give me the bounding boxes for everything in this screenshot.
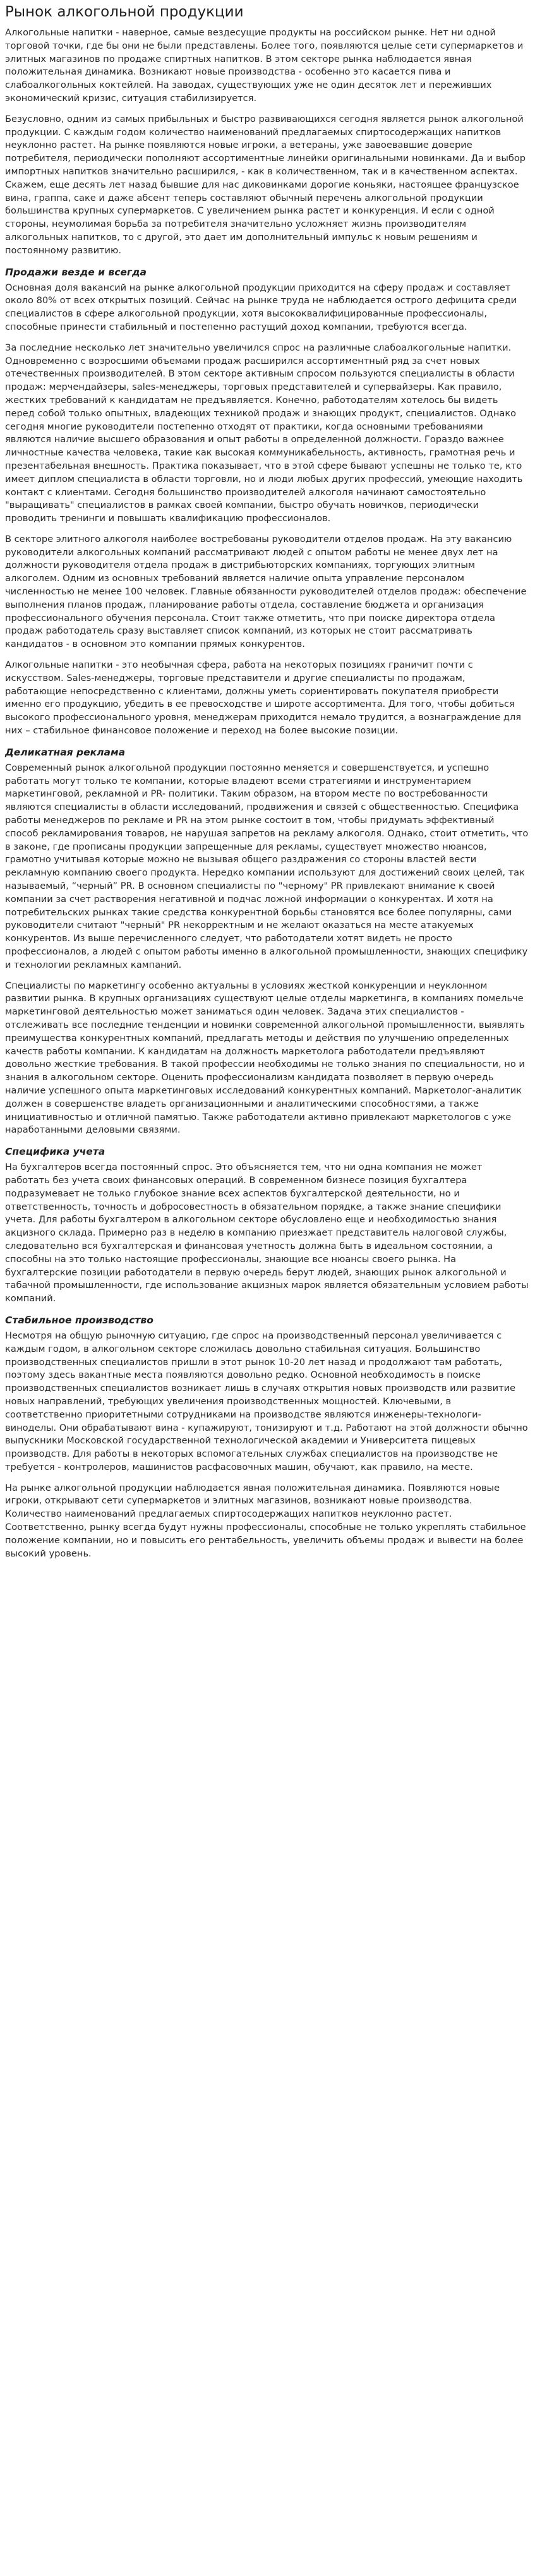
paragraph: Современный рынок алкогольной продукции постоянно меняется и совершенствуется, и успешно работать могут только те компании, которые владеют всеми стратегиями и инструментарием маркетинговой, рекламной и PR- политики. Таким образом, на втором месте по востребованности являются специалисты в области исследований, продвижения и связей с общественностью. Специфика работы менеджеров по рекламе и PR на этом рынке состоит в том, чтобы придумать эффективный способ рекламирования товаров, не нарушая запретов на рекламу алкоголя. Однако, стоит отметить, что в законе, где прописаны продукции запрещенные для рекламы, существует множество нюансов, грамотно учитывая которые можно не вызывая общего раздражения со стороны властей вести рекламную компанию своего продукта. Нередко компании используют для достижений своих целей, так называемый, “черный” PR. В основном специалисты по "черному" PR привлекают внимание к своей компании за счет растворения негативной и подчас ложной информации о конкурентах. И хотя на потребительских рынках такие средства конкурентной борьбы становятся все более популярны, сами руководители считают "черный" PR некорректным и не желают оказаться на месте атакуемых конкурентов. Из выше перечисленного следует, что работодатели хотят видеть не просто профессионалов, а людей с опытом работы именно в алкогольной промышленности, знающих специфику и технологии рекламных кампаний.	[5, 762, 529, 970]
paragraph: Безусловно, одним из самых прибыльных и быстро развивающихся сегодня является рынок алкогольной продукции. С каждым годом количество наименований предлагаемых спиртосодержащих напитков неуклонно растет. На рынке появляются новые игроки, а ветераны, уже завоевавшие доверие потребителя, периодически пополняют ассортиментные линейки оригинальными новинками. Да и выбор импортных напитков значительно расширился, - как в количественном, так и в качественном аспектах. Скажем, еще десять лет назад бывшие для нас диковинками дорогие коньяки, настоящее французское вина, граппа, саке и даже абсент теперь составляют обычный перечень алкогольной продукции большинства крупных супермаркетов. С увеличением рынка растет и конкуренция. И если с одной стороны, неумолимая борьба за потребителя значительно усложняет жизнь производителям алкогольных напитков, то с другой, это дает им дополнительный импульс к новым решениям и постоянному развитию.	[5, 113, 526, 256]
section-heading: Специфика учета	[5, 1146, 105, 1158]
paragraph: Несмотря на общую рыночную ситуацию, где спрос на производственный персонал увеличивается с каждым годом, в алкогольном секторе сложилась довольно стабильная ситуация. Большинство производственных специалистов пришли в этот рынок 10-20 лет назад и продолжают там работать, поэтому здесь вакантные места появляются довольно редко. Основной необходимость в поиске производственных специалистов возникает лишь в случаях открытия новых производств или развитие новых направлений, требующих увеличения производственных мощностей. Ключевыми, в соответственно приоритетными сотрудниками на производстве являются инженеры-технологи-виноделы. Они обрабатывают вина - купажируют, тонизируют и т.д. Работают на этой должности обычно выпускники Московской государственной технологической академии и Университета пищевых производств. Для работы в некоторых вспомогательных службах специалистов на производстве не требуется - контролеров, машинистов расфасовочных машин, обучают, как правило, на месте.	[5, 1330, 528, 1472]
paragraph: На бухгалтеров всегда постоянный спрос. Это объясняется тем, что ни одна компания не может работать без учета своих финансовых операций. В современном бизнесе позиция бухгалтера подразумевает не только глубокое знание всех аспектов бухгалтерской деятельности, но и ответственность, точность и добросовестность в обязательном порядке, а также знание специфики учета. Для работы бухгалтером в алкогольном секторе обусловлено еще и необходимостью знания акцизного склада. Примерно раз в неделю в компанию приезжает представитель налоговой службы, следовательно вся бухгалтерская и финансовая учетность должна быть в идеальном состоянии, а способны на это только настоящие профессионалы, знающие все нюансы своего рынка. На бухгалтерские позиции работодатели в первую очередь берут людей, знающих рынок алкогольной и табачной промышленности, где использование акцизных марок является обязательным условием работы компаний.	[5, 1162, 529, 1304]
paragraph: Специалисты по маркетингу особенно актуальны в условиях жесткой конкуренции и неуклонном развитии рынка. В крупных организациях существуют целые отделы маркетинга, в компаниях помельче маркетинговой деятельностью может заниматься один человек. Задача этих специалистов - отслеживать все последние тенденции и новинки современной алкогольной промышленности, выявлять преимущества конкурентных компаний, предлагать методы и действия по улучшению определенных качеств работы компании. К кандидатам на должность маркетолога работодатели предъявляют довольно жесткие требования. В такой профессии необходимы не только знания по специальности, но и знания в алкогольном секторе. Оценить профессионализм кандидата позволяет в первую очередь наличие успешного опыта маркетинговых исследований конкурентных компаний. Маркетолог-аналитик должен в совершенстве владеть организационными и аналитическими способностями, а также инициативностью и отличной памятью. Также работодатели активно привлекают маркетологов с уже наработанными деловыми связями.	[5, 980, 525, 1136]
section-heading: Стабильное производство	[5, 1314, 153, 1326]
section-heading: Продажи везде и всегда	[5, 266, 147, 278]
section-heading: Деликатная реклама	[5, 746, 126, 758]
paragraph: За последние несколько лет значительно увеличился спрос на различные слабоалкогольные напитки. Одновременно с возросшими объемами продаж расширился ассортиментный ряд за счет новых отечественных производителей. В этом секторе активным спросом пользуются специалисты в области продаж: мерчендайзеры, sales-менеджеры, торговых представителей и супервайзеры. Как правило, жестких требований к кандидатам не предъявляется. Конечно, работодателям хотелось бы видеть перед собой только опытных, владеющих техникой продаж и знающих продукт, специалистов. Однако сегодня многие руководители постепенно отходят от практики, когда основными требованиями являются наличие высшего образования и опыт работы в определенной должности. Гораздо важнее личностные качества человека, такие как высокая коммуникабельность, активность, грамотная речь и презентабельная внешность. Практика показывает, что в этой сфере бывают успешны не только те, кто имеет диплом специалиста в области торговли, но и люди любых других профессий, умеющие находить контакт с клиентами. Сегодня большинство производителей алкоголя начинают самостоятельно "выращивать" специалистов в рамках своей компании, быстро обучать новичков, периодически проводить тренинги и повышать квалификацию профессионалов.	[5, 342, 523, 524]
paragraph: В секторе элитного алкоголя наиболее востребованы руководители отделов продаж. На эту вакансию руководители алкогольных компаний рассматривают людей с опытом работы не менее двух лет на должности руководителя отдела продаж в дистрибьюторских компаниях, торгующих элитным алкоголем. Одним из основных требований является наличие опыта управление персоналом численностью не менее 100 человек. Главные обязанности руководителей отделов продаж: обеспечение выполнения планов продаж, планирование работы отдела, составление бюджета и организация профессионального обучения персонала. Стоит также отметить, что при поиске директора отдела продаж работодатель сразу выставляет список компаний, из которых не стоит рассматривать кандидатов - в основном это компании прямых конкурентов.	[5, 533, 527, 650]
page-title: Рынок алкогольной продукции	[5, 4, 244, 20]
paragraph: Основная доля вакансий на рынке алкогольной продукции приходится на сферу продаж и составляет около 80% от всех открытых позиций. Сейчас на рынке труда не наблюдается острого дефицита среди специалистов в сфере алкогольной продукции, хотя высококвалифицированные профессионалы, способные принести стабильный и постепенно растущий доход компании, требуются всегда.	[5, 282, 517, 332]
paragraph: Алкогольные напитки - это необычная сфера, работа на некоторых позициях граничит почти с искусством. Sales-менеджеры, торговые представители и другие специалисты по продажам, работающие непосредственно с клиентами, должны уметь сориентировать покупателя приобрести именно его продукцию, убедить в ее превосходстве и широте ассортимента. Для того, чтобы добиться высокого профессионального уровня, менеджерам приходится немало трудится, а вознаграждение для них – стабильное финансовое положение и переход на более высокие позиции.	[5, 659, 522, 737]
article-body	[5, 27, 529, 1560]
paragraph: Алкогольные напитки - наверное, самые вездесущие продукты на российском рынке. Нет ни одной торговой точки, где бы они не были представлены. Более того, появляются целые сети супермаркетов и элитных магазинов по продаже спиртных напитков. В этом секторе рынка наблюдается явная положительная динамика. Возникают новые производства - особенно это касается пива и слабоалкогольных коктейлей. На заводах, существующих уже не один десяток лет и переживших экономический кризис, ситуация стабилизируется.	[5, 27, 524, 104]
paragraph: На рынке алкогольной продукции наблюдается явная положительная динамика. Появляются новые игроки, открывают сети супермаркетов и элитных магазинов, возникают новые производства. Количество наименований предлагаемых спиртосодержащих напитков неуклонно растет. Соответственно, рынку всегда будут нужны профессионалы, способные не только укреплять стабильное положение компании, но и повысить его рентабельность, увеличить объемы продаж и вывести на более высокий уровень.	[5, 1482, 526, 1559]
